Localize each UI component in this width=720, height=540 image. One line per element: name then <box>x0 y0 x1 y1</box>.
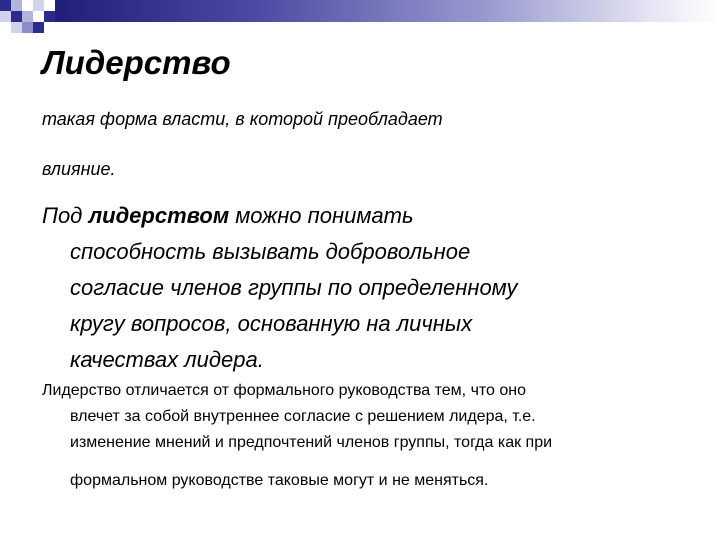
decor-square <box>44 11 55 22</box>
decor-square <box>11 22 22 33</box>
subtitle-line: влияние. <box>42 159 116 179</box>
decor-square <box>11 0 22 11</box>
decor-square <box>22 22 33 33</box>
slide-title: Лидерство <box>42 44 231 81</box>
decor-square <box>33 22 44 33</box>
decor-square <box>22 11 33 22</box>
definition-line: качествах лидера. <box>70 347 264 372</box>
definition-line <box>42 198 682 234</box>
definition-line: способность вызывать добровольное <box>70 239 471 264</box>
note-line: изменение мнений и предпочтений членов группы, тогда как при <box>70 434 553 451</box>
slide-subtitle <box>42 94 662 194</box>
decor-square <box>11 11 22 22</box>
subtitle-line: такая форма власти, в которой преобладает <box>42 109 443 129</box>
note-line: влечет за собой внутреннее согласие с решением лидера, т.е. <box>70 408 536 425</box>
decor-square <box>0 0 11 11</box>
decor-square <box>0 11 11 22</box>
definition-line: кругу вопросов, основанную на личных <box>70 311 473 336</box>
note-line: Лидерство отличается от формального руководства тем, что оно <box>42 382 527 399</box>
header-gradient-bar <box>55 0 720 22</box>
definition-emphasis: лидерством <box>88 203 230 228</box>
note-line: формальном руководстве таковые могут и не меняться. <box>70 472 489 489</box>
definition-paragraph <box>42 198 682 378</box>
definition-prefix: Под <box>42 203 89 228</box>
definition-line: согласие членов группы по определенному <box>70 275 518 300</box>
definition-rest: можно понимать <box>229 203 414 228</box>
decor-square <box>33 0 44 11</box>
comparison-paragraph <box>42 378 692 494</box>
